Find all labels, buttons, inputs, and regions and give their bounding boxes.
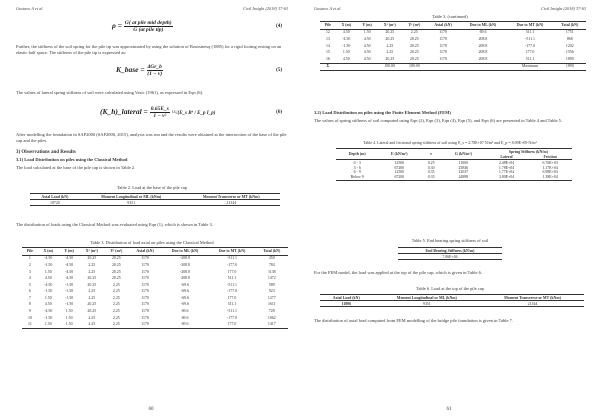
table-cell: -4.50 <box>342 36 351 41</box>
table-4-header: ν <box>420 149 442 160</box>
table-4-cell: 0.35 <box>427 175 435 180</box>
table-2-cell: 9351 <box>127 200 136 205</box>
table-cell: 20.25 <box>87 302 97 307</box>
table-cell: 20.25 <box>409 56 419 61</box>
table-6-cell: 11806 <box>341 301 352 306</box>
table-cell: 4.50 <box>342 30 350 35</box>
table-cell: 1170 <box>141 309 149 313</box>
table-cell: -1.50 <box>342 43 351 48</box>
table-2-cell: 21344 <box>226 200 237 205</box>
table-header: Y (m) <box>362 22 372 27</box>
table-cell: 5 <box>28 282 31 287</box>
table-cell: 20.25 <box>111 262 121 267</box>
table-4-cell: 12500 <box>394 170 405 175</box>
table-4-cell: 1.78E+04 <box>498 165 515 170</box>
table-sum-cell: 180.00 <box>384 64 396 69</box>
table-cell: 16 <box>325 56 330 61</box>
table-cell: 1.50 <box>44 295 52 300</box>
table-cell: 1138 <box>267 269 276 274</box>
equation-5 <box>8 64 288 84</box>
table-row <box>22 269 288 276</box>
running-head-journal: Civil Insight (2018) 37-63 <box>243 6 288 11</box>
table-cell: 2.25 <box>112 322 120 327</box>
table-cell: 868 <box>566 36 573 41</box>
table-4-cell: 67200 <box>394 165 405 170</box>
table-2-header: Axial Load (kN) <box>41 194 69 199</box>
equation-5-numerator: 4Gr_b <box>147 64 162 70</box>
table-4-cell: 12037 <box>458 170 469 175</box>
table-4-cell: 67200 <box>394 175 405 180</box>
table-header: Due to MT (kN) <box>218 248 246 253</box>
table-cell: 2.25 <box>88 322 96 327</box>
table-header: X² (m²) <box>383 22 396 27</box>
table-cell: 69.6 <box>479 30 487 35</box>
table-sum-cell: 1890 <box>565 64 574 69</box>
table-6-header: Moment Transverse or MT (kNm) <box>504 295 561 300</box>
page-right <box>306 0 592 420</box>
table-cell: 208.8 <box>478 43 488 48</box>
table-4-cell: 3.80E+04 <box>498 175 515 180</box>
section-heading-3-1: 3.1) Load Distribution on piles using the Classical Method <box>16 157 128 162</box>
table-4-cell: 1.77E+04 <box>498 170 515 175</box>
table-cell: 2.25 <box>112 315 120 320</box>
table-4-cell: 11000 <box>458 160 469 165</box>
table-row <box>320 37 586 44</box>
table-4-header: G (kN/m²) <box>442 149 485 160</box>
table-cell: 1170 <box>439 50 447 55</box>
table-cell: 1611 <box>267 302 276 307</box>
table-4-cell: 0.30 <box>427 165 435 170</box>
table-cell: 450 <box>268 256 275 261</box>
table-cell: 208.8 <box>478 50 488 55</box>
table-cell: 1 <box>28 256 31 261</box>
table-cell: 1170 <box>141 269 149 274</box>
table-cell: -4.50 <box>65 276 74 281</box>
table-cell: 589 <box>268 282 275 287</box>
table-cell: 1170 <box>141 295 149 300</box>
table-cell: 2.25 <box>88 262 96 267</box>
table-4-cell: 1.38E+04 <box>542 175 558 180</box>
table-row <box>320 50 586 57</box>
table-cell: 20.25 <box>111 276 121 281</box>
table-row <box>22 276 288 283</box>
table-cell: 1170 <box>141 322 149 327</box>
table-cell: -1.50 <box>65 282 74 287</box>
table-cell: 1170 <box>439 56 447 61</box>
table-sum-cell <box>357 63 378 71</box>
equation-4-lhs: ρ = <box>112 21 123 31</box>
paragraph-table6-ref: For the FEM model, the load was applied at the top of the pile cap, which is given in Table 6. <box>314 270 482 275</box>
table-3-continued-caption: Table 3. (continued) <box>432 14 468 19</box>
table-header: Due to ML (kN) <box>171 248 199 253</box>
table-5-header: End Bearing Stiffness (kN/m) <box>425 248 475 253</box>
table-6-header: Axial Load (kN) <box>332 295 360 300</box>
table-cell: 15 <box>325 50 330 55</box>
table-cell: 1.50 <box>342 50 350 55</box>
table-cell: -1.50 <box>65 302 74 307</box>
table-cell: -4.50 <box>65 269 74 274</box>
table-4-cell: 25846 <box>458 165 469 170</box>
table-2-header: Moment Transverse or MT (kNm) <box>202 194 260 199</box>
table-cell: 511.1 <box>525 56 535 61</box>
table-cell: 1.50 <box>363 30 371 35</box>
equation-6-root: E_s B⁴ / E_p I_p <box>179 111 214 117</box>
table-cell: 3 <box>28 269 31 274</box>
table-cell: -511.1 <box>227 309 237 313</box>
table-cell: 1.50 <box>44 322 52 327</box>
table-cell: 9 <box>28 309 31 313</box>
table-row <box>22 282 288 289</box>
table-cell: 511.1 <box>227 302 237 307</box>
table-cell: 728 <box>268 309 275 313</box>
table-cell: 4.50 <box>363 36 371 41</box>
table-row <box>320 29 586 36</box>
paragraph-vesic: The values of lateral spring stiffness of soil were calculated using Vesic (1961), as expressed in Eqn (6). <box>16 90 204 95</box>
table-4-cell: 6.98E+03 <box>542 170 558 175</box>
table-cell: 1890 <box>565 56 574 61</box>
table-cell: -69.6 <box>180 282 190 287</box>
table-cell: 2.25 <box>88 295 96 300</box>
table-2 <box>30 193 280 206</box>
table-cell: 1170 <box>439 30 447 35</box>
equation-4-numerator: G( at pile mid depth) <box>124 20 172 26</box>
table-cell: -208.8 <box>179 276 191 281</box>
table-cell: 1472 <box>267 276 276 281</box>
table-5 <box>398 247 502 260</box>
section-heading-3-2: 3.2) Load Distribution on piles using the Finite Element Method (FEM) <box>314 110 451 115</box>
table-cell: 2.25 <box>112 309 120 313</box>
table-cell: -4.50 <box>65 262 74 267</box>
table-cell: -1.50 <box>65 289 74 294</box>
page-number-right: 61 <box>446 407 452 412</box>
equation-6-lhs: (K_h)_lateral = <box>100 107 148 117</box>
table-cell: 1170 <box>141 276 149 281</box>
table-6-cell: 21344 <box>527 301 538 306</box>
paragraph-table4-ref: The values of spring stiffness of soil computed using Eqn (2), Eqn (3), Eqn (4), Eqn (5), and Eqn (6) are presented in Table 4 and Table 5. <box>314 118 563 123</box>
table-cell: 4 <box>28 276 31 281</box>
table-cell: 2.25 <box>112 289 120 294</box>
table-cell: 511.1 <box>227 276 237 281</box>
table-cell: -69.6 <box>180 302 190 307</box>
table-cell: 20.25 <box>87 276 97 281</box>
table-4-cell: 0.35 <box>427 170 435 175</box>
table-6-caption: Table 6. Load at the top of the pile cap <box>416 286 484 291</box>
table-cell: -511.1 <box>227 282 237 287</box>
equation-4 <box>8 20 288 40</box>
table-cell: 1751 <box>565 30 574 35</box>
table-cell: 2.25 <box>112 282 120 287</box>
table-cell: -177.0 <box>524 43 536 48</box>
table-cell: 20.25 <box>385 56 395 61</box>
table-header: Y² (m²) <box>408 22 421 27</box>
table-cell: -1.50 <box>44 315 53 320</box>
table-cell: -208.8 <box>179 256 191 261</box>
table-cell: 12 <box>325 30 330 35</box>
table-2-caption: Table 2. Load at the base of the pile cap <box>117 185 187 190</box>
table-cell: 13 <box>325 36 330 41</box>
table-cell: 6 <box>28 289 31 294</box>
page-number-left: 60 <box>148 407 154 412</box>
table-row <box>22 255 288 262</box>
table-cell: 1.50 <box>44 269 52 274</box>
table-cell: 1170 <box>141 289 149 294</box>
table-cell: 1170 <box>141 256 149 261</box>
table-3-caption: Table 3. Distribution of load axial on piles using the Classical Method <box>90 240 214 245</box>
table-cell: 1062 <box>267 315 276 320</box>
table-cell: 20.25 <box>111 256 121 261</box>
table-header: Due to ML (kN) <box>469 22 497 27</box>
table-row <box>22 322 288 329</box>
table-header: Y (m) <box>64 248 74 253</box>
table-4-cell: 6 - 9 <box>353 170 361 175</box>
table-cell: -208.8 <box>179 262 191 267</box>
table-sum-cell: 180.00 <box>408 64 420 69</box>
equation-6-denominator: 1 − ν² <box>153 113 167 119</box>
table-5-caption: Table 5. End bearing spring stiffness of soil <box>411 238 489 243</box>
table-row <box>22 295 288 302</box>
table-cell: 20.25 <box>409 43 419 48</box>
table-header-row <box>22 248 288 256</box>
paragraph-table2-ref: The load calculated at the base of the pile cap is shown in Table 2. <box>16 165 136 170</box>
table-header: Total (kN) <box>263 248 281 253</box>
table-4-cell: 3 - 6 <box>353 165 361 170</box>
table-4-row <box>336 175 572 180</box>
table-header-row <box>320 22 586 30</box>
table-cell: 20.25 <box>87 309 97 313</box>
equation-5-label: (5) <box>276 68 282 73</box>
table-cell: 177.0 <box>227 322 237 327</box>
table-cell: 1.50 <box>65 315 73 320</box>
table-cell: -4.50 <box>44 282 53 287</box>
table-header: Pile <box>324 22 332 27</box>
table-cell: 1417 <box>267 322 276 327</box>
table-cell: 2.25 <box>386 50 394 55</box>
table-row <box>22 302 288 309</box>
table-4-subheader: Lateral <box>500 154 513 159</box>
table-header: Pile <box>26 248 34 253</box>
table-cell: 20.25 <box>385 36 395 41</box>
table-4-cell: 1.17E+04 <box>542 165 558 170</box>
running-head-journal: Civil Insight (2018) 37-63 <box>541 6 586 11</box>
table-cell: 1170 <box>141 262 149 267</box>
table-cell: 4.50 <box>44 302 52 307</box>
table-4-cell: 6.76E+03 <box>542 160 558 165</box>
table-cell: 8 <box>28 302 31 307</box>
table-cell: 1556 <box>565 50 574 55</box>
table-cell: -177.0 <box>226 262 238 267</box>
paragraph-sap2000: After modelling the foundation in SAP2000 (SAP2000, 2015), analysis was run and the results were obtained at the intersection of the base of the pile cap and the piles. <box>16 132 287 144</box>
table-sum-cell <box>460 63 507 71</box>
table-cell: 4.50 <box>363 43 371 48</box>
table-header: X² (m²) <box>85 248 98 253</box>
table-cell: 2.25 <box>88 315 96 320</box>
table-header: X (m) <box>43 248 54 253</box>
table-cell: 4.50 <box>363 56 371 61</box>
table-cell: 7 <box>28 295 31 300</box>
table-cell: -208.8 <box>179 269 191 274</box>
table-row <box>22 263 288 270</box>
table-cell: 20.25 <box>409 36 419 41</box>
table-cell: 20.25 <box>111 269 121 274</box>
table-row <box>22 309 288 316</box>
table-4-cell: 24889 <box>458 175 469 180</box>
table-cell: 11 <box>28 322 32 327</box>
table-4-cell: 0 - 3 <box>353 160 361 165</box>
section-heading-3: 3) Observations and Results <box>16 150 76 155</box>
table-row <box>320 43 586 50</box>
table-cell: 1170 <box>141 315 149 320</box>
table-3-continued <box>320 21 586 71</box>
equation-6-label: (6) <box>276 110 282 115</box>
table-cell: 2.25 <box>88 269 96 274</box>
table-cell: 20.25 <box>385 30 395 35</box>
table-cell: 2.25 <box>112 302 120 307</box>
table-3 <box>22 247 288 329</box>
table-cell: -177.0 <box>226 289 238 294</box>
equation-5-denominator: (1 − ν) <box>147 71 163 77</box>
table-cell: 1277 <box>267 295 276 300</box>
table-4-cell: 12500 <box>394 160 405 165</box>
table-row <box>22 315 288 322</box>
table-4-cell: 0.25 <box>427 160 435 165</box>
table-cell: 784 <box>268 262 275 267</box>
table-cell: 1.50 <box>65 309 73 313</box>
table-cell: -1.50 <box>44 262 53 267</box>
table-cell: -4.50 <box>44 256 53 261</box>
table-cell: 14 <box>325 43 330 48</box>
table-cell: -69.6 <box>180 289 190 294</box>
table-2-cell: 18720 <box>50 200 60 205</box>
table-header: Y² (m²) <box>110 248 123 253</box>
equation-5-lhs: K_base = <box>116 65 145 75</box>
table-cell: 923 <box>268 289 275 294</box>
paragraph-boussinesq: Further, the stiffness of the soil spring for the pile tip was approximated by using the solution of Boussinesq (1885) for a rigid footing resting on an elastic half space. The stiffness of the pile tip is expressed as: <box>16 44 282 56</box>
paragraph-table7-ref: The distribution of axial load computed from FEM modelling of the bridge pile foundation is given in Table 7. <box>314 318 513 323</box>
table-header: Due to MT (kN) <box>516 22 544 27</box>
table-cell: -511.1 <box>525 36 535 41</box>
table-cell: 20.25 <box>87 282 97 287</box>
table-sum-cell <box>336 63 357 71</box>
table-header: Axial (kN) <box>136 248 154 253</box>
table-header: X (m) <box>341 22 352 27</box>
table-cell: 1202 <box>565 43 574 48</box>
table-cell: 208.8 <box>478 36 488 41</box>
table-cell: 2.25 <box>112 295 120 300</box>
table-4-caption: Table 4. Lateral and frictional spring stiffness of soil using E_s = 2.78E+07 N/m² and E_p = 8.09E+09 N/m² <box>363 140 537 145</box>
table-cell: 1170 <box>439 43 447 48</box>
table-6 <box>320 294 584 307</box>
table-cell: -511.1 <box>227 256 237 261</box>
table-4-header: Spring Stiffness (kN/m) <box>508 149 548 154</box>
table-cell: 4.50 <box>44 276 52 281</box>
table-header: Total (kN) <box>561 22 579 27</box>
table-6-cell: 9351 <box>422 301 431 306</box>
table-cell: 4.50 <box>363 50 371 55</box>
running-head-author: Gustavo A et al. <box>16 6 44 11</box>
table-cell: -1.50 <box>44 289 53 294</box>
page-left <box>8 0 294 420</box>
table-cell: 10 <box>27 315 32 320</box>
table-cell: 69.6 <box>181 315 189 320</box>
equation-4-denominator: G (at pile tip) <box>133 27 164 33</box>
equation-6-numerator: 0.65E_s <box>150 106 169 112</box>
table-cell: 20.25 <box>87 256 97 261</box>
table-sum-cell: Maximum <box>521 64 539 69</box>
table-4 <box>336 148 572 181</box>
equation-6: (K_h)_lateral = $\frac{0.65E\_s}{\text{1 − ν²}}$ ¹²√(E_s B⁴ / E_p I_p) (6) <box>100 106 282 119</box>
table-cell: 177.0 <box>227 269 237 274</box>
table-6-header: Moment Longitudinal or ML (kNm) <box>396 295 457 300</box>
table-sum-cell: Σ <box>326 64 330 69</box>
table-sum-row <box>320 63 586 71</box>
equation-4-label: (4) <box>276 24 282 29</box>
table-cell: -4.50 <box>65 256 74 261</box>
table-cell: 208.8 <box>478 56 488 61</box>
paragraph-table3-ref: The distribution of loads using the Classical Method was evaluated using Eqn (1), which is shown in Table 3. <box>16 222 213 227</box>
table-cell: 1.50 <box>65 322 73 327</box>
table-cell: 511.1 <box>525 30 535 35</box>
table-4-cell: 2.48E+04 <box>498 160 515 165</box>
running-head-author: Gustavo A et al. <box>314 6 342 11</box>
table-cell: 177.0 <box>525 50 535 55</box>
table-4-header: Depth (m) <box>336 149 378 160</box>
table-sum-cell <box>427 63 460 71</box>
table-cell: 177.0 <box>227 295 237 300</box>
table-4-header: E (kN/m²) <box>378 149 420 160</box>
table-cell: 1170 <box>141 282 149 287</box>
table-cell: 2 <box>28 262 31 267</box>
table-cell: 69.6 <box>181 322 189 327</box>
table-cell: -1.50 <box>65 295 74 300</box>
table-4-cell: Below 9 <box>350 175 364 180</box>
table-cell: 2.25 <box>410 30 418 35</box>
table-row <box>320 56 586 63</box>
table-cell: 2.25 <box>386 43 394 48</box>
table-cell: 20.25 <box>409 50 419 55</box>
table-row <box>22 289 288 296</box>
table-4-subheader: Friction <box>543 154 557 159</box>
table-2-header: Moment Longitudinal or ML (kNm) <box>101 194 162 199</box>
table-header: Axial (kN) <box>434 22 452 27</box>
table-cell: 1170 <box>439 36 447 41</box>
table-5-value: 7.86E+04 <box>442 254 458 259</box>
table-cell: 2.25 <box>88 289 96 294</box>
table-cell: -177.0 <box>226 315 238 320</box>
table-cell: -69.6 <box>180 295 190 300</box>
table-cell: -4.50 <box>44 309 53 313</box>
table-cell: 69.6 <box>181 309 189 313</box>
table-cell: 1170 <box>141 302 149 307</box>
table-cell: 4.50 <box>342 56 350 61</box>
